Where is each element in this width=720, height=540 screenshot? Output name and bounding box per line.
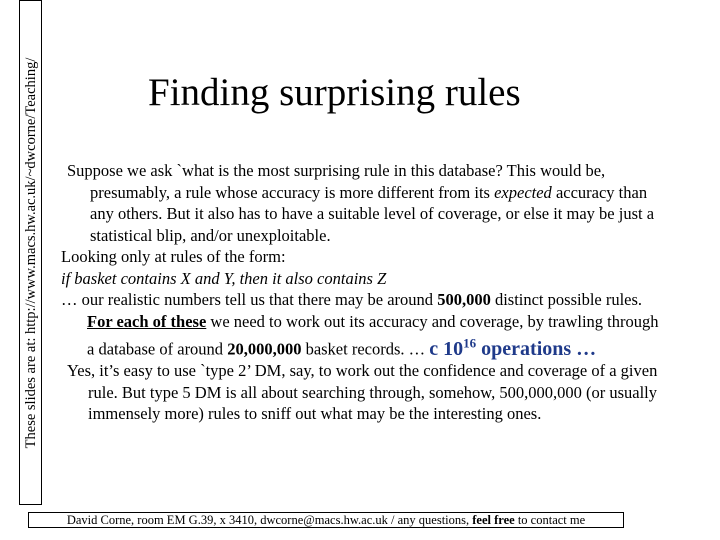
p1-text-a: Suppose we ask `what is the most surprising rule in this database? This would be, presumably, a rule whose accuracy is more different from its <box>67 161 606 202</box>
p4-rule-count: 500,000 <box>437 290 491 309</box>
p4-text-d: basket records. … <box>301 339 430 359</box>
paragraph-rule-form: Looking only at rules of the form: <box>61 247 286 266</box>
slide-title: Finding surprising rules <box>148 71 521 114</box>
footer-feel-free: feel free <box>472 513 515 527</box>
rule-example: if basket contains X and Y, then it also contains Z <box>61 268 387 288</box>
p4-text-c: we need to work out its accuracy and coverage, by trawling through a database of around <box>87 311 659 359</box>
paragraph-numbers <box>61 289 661 360</box>
p4-text-b: distinct possible rules. <box>490 290 643 309</box>
p4-text-a: … our realistic numbers tell us that there may be around <box>61 290 438 309</box>
p4-for-each: For each of these <box>87 311 207 331</box>
paragraph-type-dm: Yes, it’s easy to use `type 2’ DM, say, to work out the confidence and coverage of a given rule. But type 5 DM is all about searching through, somehow, 500,000,000 (or usually immensely more) rules to sniff out what may be the interesting ones. <box>67 361 658 424</box>
sidebar-url-box <box>19 0 42 505</box>
footer-contact: David Corne, room EM G.39, x 3410, dwcorne@macs.hw.ac.uk / any questions, feel free to contact me <box>28 512 624 528</box>
p1-text-b: accuracy than any others. But it also has to have a suitable level of coverage, or else it may be just a statistical blip, and/or unexploitable. <box>90 182 655 245</box>
p4-record-count: 20,000,000 <box>227 339 302 359</box>
paragraph-surprising-rule <box>61 160 661 246</box>
p4-operations: c $10^{16}$ operations … <box>429 335 597 360</box>
slide-body <box>61 160 661 425</box>
p1-expected: expected <box>494 182 552 202</box>
paragraph-rule-example <box>61 268 661 290</box>
sidebar-url-text: These slides are at: http://www.macs.hw.ac.uk/~dwcorne/Teaching/ <box>22 57 39 448</box>
